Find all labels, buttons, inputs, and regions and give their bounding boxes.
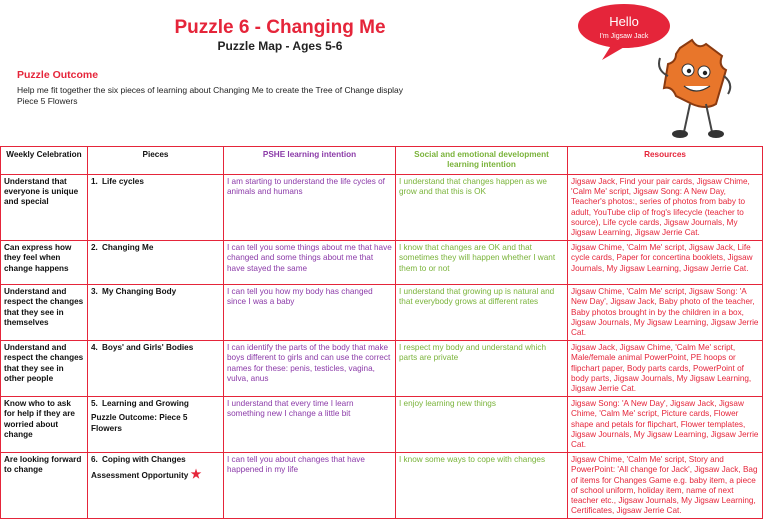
assessment-note bbox=[91, 469, 220, 481]
page-subtitle: Puzzle Map - Ages 5-6 bbox=[217, 39, 343, 53]
weekly-celebration-cell: Understand and respect the changes that they see in themselves bbox=[1, 285, 88, 341]
resources-cell: Jigsaw Jack, Find your pair cards, Jigsaw Chime, 'Calm Me' script, Jigsaw Song: A New Day, Teacher's photos:, series of photos from baby to adult, YouTube clip of frog's lifecycle (teacher to source), Life cycle cards, Jigsaw Journals, My Jigsaw Learning, Jigsaw Jerrie Cat. bbox=[568, 175, 763, 241]
piece-title: Coping with Changes bbox=[102, 455, 186, 465]
weekly-celebration-cell: Can express how they feel when change happens bbox=[1, 241, 88, 285]
jigsaw-jack-mascot bbox=[572, 0, 732, 150]
bubble-subtitle: I'm Jigsaw Jack bbox=[599, 33, 649, 40]
star-icon: ★ bbox=[190, 467, 202, 482]
resources-cell: Jigsaw Jack, Jigsaw Chime, 'Calm Me' script, Male/female animal PowerPoint, PE hoops or flipchart paper, Body parts cards, PowerPoint of body parts, Jigsaw Journals, My Jigsaw Learning, Jigsaw Jerrie Cat. bbox=[568, 341, 763, 397]
puzzle-map-table bbox=[0, 146, 763, 519]
pshe-intention-cell: I can identify the parts of the body that make boys different to girls and can use the correct names for these: penis, testicles, vagina, vulva, anus bbox=[224, 341, 396, 397]
puzzle-outcome-text bbox=[17, 85, 403, 107]
piece-number: 6. bbox=[91, 455, 98, 465]
piece-cell bbox=[88, 285, 224, 341]
resources-cell: Jigsaw Song: 'A New Day', Jigsaw Jack, Jigsaw Chime, 'Calm Me' script, Picture cards, Flower shape and petals for flipchart, Flower templates, Jigsaw Journals, My Jigsaw Learning, Jigsaw Jerrie Cat. bbox=[568, 397, 763, 453]
table-row bbox=[1, 241, 763, 285]
weekly-celebration-cell: Understand and respect the changes that they see in other people bbox=[1, 341, 88, 397]
resources-cell: Jigsaw Chime, 'Calm Me' script, Jigsaw Jack, Life cycle cards, Paper for concertina booklets, Jigsaw Journals, My Jigsaw Learning, Jigsaw Jerrie Cat. bbox=[568, 241, 763, 285]
piece-cell bbox=[88, 453, 224, 519]
piece-title: Learning and Growing bbox=[102, 399, 189, 409]
piece-cell bbox=[88, 397, 224, 453]
table-row bbox=[1, 453, 763, 519]
table-row bbox=[1, 341, 763, 397]
piece-cell bbox=[88, 241, 224, 285]
puzzle-outcome-line: Help me fit together the six pieces of learning about Changing Me to create the Tree of Change display bbox=[17, 85, 404, 95]
piece-title: Life cycles bbox=[102, 177, 144, 186]
pshe-intention-cell: I can tell you about changes that have happened in my life bbox=[224, 453, 396, 519]
jigsaw-jack-figure bbox=[659, 40, 730, 138]
piece-cell bbox=[88, 341, 224, 397]
header-weekly-celebration: Weekly Celebration bbox=[1, 147, 88, 175]
table-row bbox=[1, 175, 763, 241]
social-intention-cell: I respect my body and understand which parts are private bbox=[396, 341, 568, 397]
resources-cell: Jigsaw Chime, 'Calm Me' script, Story and PowerPoint: 'All change for Jack', Jigsaw Jack, Bag of items for Changes Game e.g. baby item, a piece of school uniform, holiday item, name of next teacher etc., Jigsaw Journals, My Jigsaw Learning, Certificates, Jigsaw Jerrie Cat. bbox=[568, 453, 763, 519]
assessment-label: Assessment Opportunity bbox=[91, 471, 189, 481]
weekly-celebration-cell: Are looking forward to change bbox=[1, 453, 88, 519]
speech-bubble bbox=[578, 4, 670, 60]
social-intention-cell: I understand that changes happen as we grow and that this is OK bbox=[396, 175, 568, 241]
puzzle-outcome-piece: Piece 5 Flowers bbox=[17, 96, 78, 106]
puzzle-outcome-heading: Puzzle Outcome bbox=[17, 69, 99, 81]
piece-title: My Changing Body bbox=[102, 287, 177, 297]
social-intention-cell: I enjoy learning new things bbox=[396, 397, 568, 453]
table-header-row bbox=[1, 147, 763, 175]
page-title: Puzzle 6 - Changing Me bbox=[174, 17, 386, 38]
pshe-intention-cell: I can tell you some things about me that have changed and some things about me that have stayed the same bbox=[224, 241, 396, 285]
piece-number: 3. bbox=[91, 287, 98, 297]
piece-number: 2. bbox=[91, 243, 98, 253]
pshe-intention-cell: I can tell you how my body has changed since I was a baby bbox=[224, 285, 396, 341]
pshe-intention-cell: I understand that every time I learn something new I change a little bit bbox=[224, 397, 396, 453]
piece-number: 4. bbox=[91, 343, 98, 353]
header-pieces: Pieces bbox=[88, 147, 224, 175]
header-social-emotional-intention: Social and emotional development learning intention bbox=[396, 147, 568, 175]
piece-title: Changing Me bbox=[102, 243, 154, 253]
weekly-celebration-cell: Understand that everyone is unique and special bbox=[1, 175, 88, 241]
piece-outcome-note: Puzzle Outcome: Piece 5 Flowers bbox=[91, 413, 188, 433]
table-row bbox=[1, 397, 763, 453]
piece-cell bbox=[88, 175, 224, 241]
header-pshe-intention: PSHE learning intention bbox=[224, 147, 396, 175]
table-row bbox=[1, 285, 763, 341]
piece-number: 5. bbox=[91, 399, 98, 409]
piece-title: Boys' and Girls' Bodies bbox=[102, 343, 194, 353]
resources-cell: Jigsaw Chime, 'Calm Me' script, Jigsaw Song: 'A New Day', Jigsaw Jack, Baby photo of the teacher, Baby photos brought in by the children in a box, Jigsaw Journals, My Jigsaw Learning, Jigsaw Jerrie Cat. bbox=[568, 285, 763, 341]
social-intention-cell: I know some ways to cope with changes bbox=[396, 453, 568, 519]
weekly-celebration-cell: Know who to ask for help if they are worried about change bbox=[1, 397, 88, 453]
social-intention-cell: I understand that growing up is natural and that everybody grows at different rates bbox=[396, 285, 568, 341]
pshe-intention-cell: I am starting to understand the life cycles of animals and humans bbox=[224, 175, 396, 241]
bubble-title: Hello bbox=[609, 14, 639, 29]
social-intention-cell: I know that changes are OK and that sometimes they will happen whether I want them to or not bbox=[396, 241, 568, 285]
piece-number: 1. bbox=[91, 177, 98, 186]
header-resources: Resources bbox=[568, 147, 763, 175]
